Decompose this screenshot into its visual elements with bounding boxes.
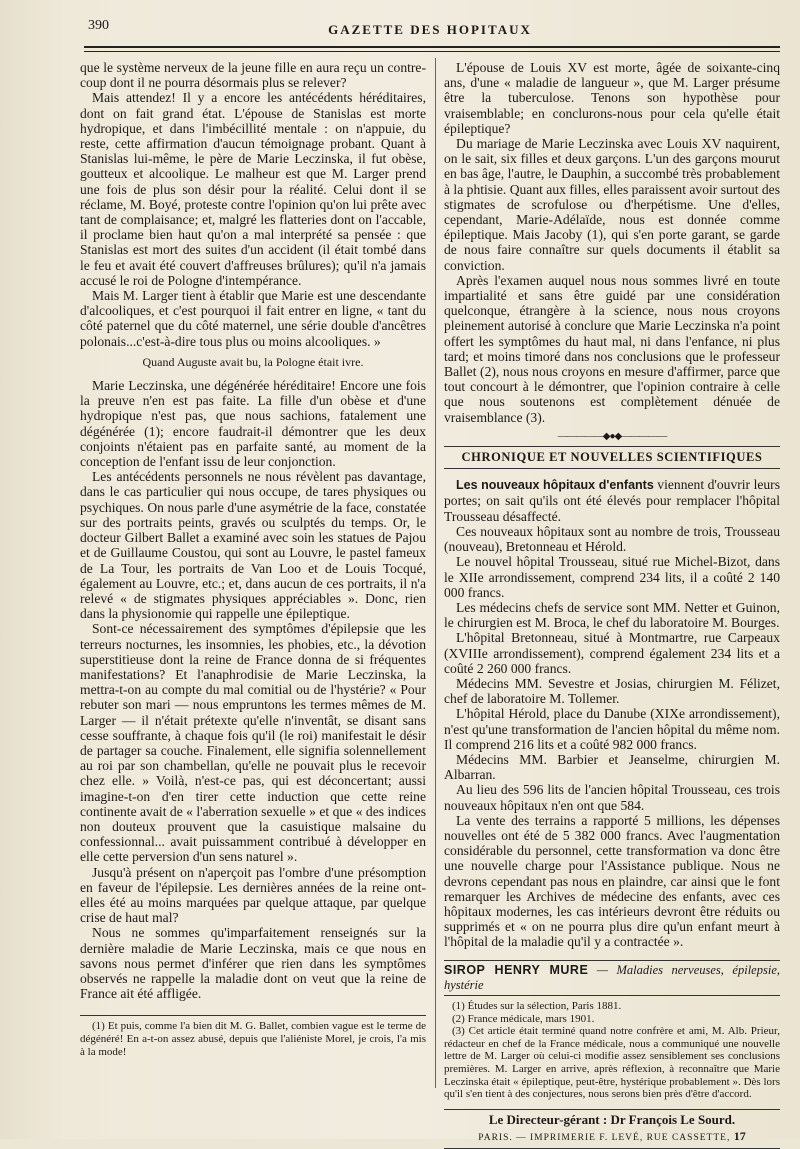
- paragraph: Du mariage de Marie Leczinska avec Louis XV naquirent, on le sait, six filles et deux garçons. L'un des garçons mourut en bas âge, l'autre, le Dauphin, a succombé très probablement à la phtisie. Quant aux filles, elles paraissent avoir surtout des stigmates de scrofulose ou d'herpétisme. Une d'elles, cependant, Marie-Adélaïde, nous est donnée comme épileptique. Mais Jacoby (1), qui s'en porte garant, se garde de nous faire connaître sur quels documents il établit sa conviction.: [444, 136, 780, 273]
- footnote-rule: [80, 1015, 426, 1016]
- page-header: [80, 12, 780, 52]
- ad-product-name: SIROP HENRY MURE: [444, 962, 589, 977]
- footnote: (1) Et puis, comme l'a bien dit M. G. Ballet, combien vague est le terme de dégénéré! En a-t-on assez abusé, depuis que l'aliéniste Morel, je crois, l'a mis à la mode!: [80, 1020, 426, 1058]
- paragraph: Mais M. Larger tient à établir que Marie est une descendante d'alcooliques, et c'est pourquoi il fait entrer en ligne, « tant du côté paternel que du côté maternel, une série double d'ancêtres polonais...c'est-à-dire tous plus ou moins alcooliques. »: [80, 288, 426, 349]
- column-divider: [435, 58, 436, 1088]
- imprint-number: 17: [733, 1128, 746, 1143]
- paragraph: que le système nerveux de la jeune fille en aura reçu un contre-coup dont il ne pourra désormais plus se relever?: [80, 60, 426, 91]
- footnote-1: (1) Études sur la sélection, Paris 1881.: [452, 999, 622, 1012]
- imprint-text: PARIS. — IMPRIMERIE F. LEVÉ, RUE CASSETTE,: [478, 1132, 731, 1143]
- journal-title: GAZETTE DES HOPITAUX: [328, 22, 532, 37]
- news-lead-rest: viennent d'ouvrir leurs portes; on sait qu'ils ont été élevés pour remplacer l'hôpital Trousseau désaffecté.: [444, 477, 780, 524]
- page-number: 390: [88, 18, 109, 33]
- left-column: [80, 60, 426, 1058]
- signature-line: Le Directeur-gérant : Dr François Le Sourd.: [444, 1109, 780, 1127]
- paragraph: Sont-ce nécessairement des symptômes d'épilepsie que les terreurs nocturnes, les insomnies, les phobies, etc., la dévotion superstitieuse dont la reine de France donna de si fréquentes manifestations? Et l'anaphrodisie de Marie Leczinska, la mettra-t-on au compte du mal comitial ou de l'hystérie? « Pour rebuter son mari — nous empruntons les termes mêmes de M. Larger — il n'était prétexte qu'elle n'inventât, se disant sans cesse souffrante, à chaque fois qu'il (le roi) manifestait le désir de partager sa couche. Finalement, elle signifia solennellement au roi par son chambellan, qu'elle ne pouvait plus le recevoir chez elle. » Voilà, n'est-ce pas, qui est déconcertant; aussi imagine-t-on d'en tirer cette induction que cette reine continente avait de « l'aberration sexuelle » et que « des indices non douteux prouvent que la casuistique malsaine du confessionnal... avait puissamment contribué à développer en elle cette perversion d'un sens naturel ».: [80, 621, 426, 865]
- paragraph: Après l'examen auquel nous nous sommes livré en toute impartialité et sans être guidé par une considération quelconque, étrangère à la science, nous nous croyons pleinement autorisé à conclure que Marie Leczinska n'a point offert les symptômes du haut mal, ni dans l'enfance, ni plus tard; et moins timoré dans nos conclusions que le professeur Ballet (2), nous nous croyons en mesure d'affirmer, parce que tout concourt à le démontrer, que l'opinion contraire à celle que nous soutenons est complètement dénuée de vraisemblance (3).: [444, 272, 780, 425]
- ornament-separator: ―――――◆●◆―――――: [557, 430, 667, 442]
- advertisement-line: [444, 960, 780, 996]
- news-paragraph: Le nouvel hôpital Trousseau, situé rue Michel-Bizot, dans le XIIe arrondissement, comprend 234 lits, il a coûté 2 140 000 francs.: [444, 554, 780, 600]
- news-lead: Les nouveaux hôpitaux d'enfants: [456, 478, 654, 493]
- news-paragraph: Ces nouveaux hôpitaux sont au nombre de trois, Trousseau (nouveau), Bretonneau et Hérold.: [444, 523, 780, 555]
- news-paragraph: L'hôpital Hérold, place du Danube (XIXe arrondissement), n'est qu'une transformation de l'ancien hôpital du même nom. Il comprend 216 lits et a coûté 982 000 francs.: [444, 706, 780, 752]
- section-title: CHRONIQUE ET NOUVELLES SCIENTIFIQUES: [444, 446, 780, 469]
- printer-imprint: [444, 1129, 780, 1146]
- header-rule-thin: [84, 51, 780, 52]
- paragraph: Nous ne sommes qu'imparfaitement renseignés sur la dernière maladie de Marie Leczinska, mais ce que nous en savons nous permet d'inférer que rien dans les symptômes observés ne rappelle la maladie dont on veut que la reine de France ait été affligée.: [80, 925, 426, 1002]
- paragraph: L'épouse de Louis XV est morte, âgée de soixante-cinq ans, d'une « maladie de langueur », que M. Larger présume être la tuberculose. Tenons son hypothèse pour vraisemblable; en conclurons-nous pour cela qu'elle était épileptique?: [444, 60, 780, 136]
- header-rule-thick: [84, 46, 780, 48]
- verse-quote: Quand Auguste avait bu, la Pologne était ivre.: [142, 354, 364, 369]
- news-paragraph: L'hôpital Bretonneau, situé à Montmartre, rue Carpeaux (XVIIIe arrondissement), comprend également 234 lits et a coûté 2 260 000 francs.: [444, 630, 780, 676]
- paragraph: Mais attendez! Il y a encore les antécédents héréditaires, dont on fait grand état. L'épouse de Stanislas est morte hydropique, et dans l'imbécillité mentale : on n'appuie, du reste, cette affirmation d'aucun témoignage probant. Quant à Stanislas lui-même, le père de Marie Leczinska, il fut obèse, goutteux et alcoolique. Le malheur est que M. Larger prend une fois de plus son désir pour la réalité. Celui dont il se réclame, M. Boyé, proteste contre l'opinion qu'on lui prête avec tant de complaisance; et, malgré les flatteries dont on l'accable, il proclame bien haut qu'on a mal interprété sa pensée : que Stanislas est mort des suites d'un accident (il était tombé dans le feu et avait été couvert d'affreuses brûlures); qu'il n'a jamais accusé le roi de Pologne d'intempérance.: [80, 90, 426, 288]
- footnote-2: (2) France médicale, mars 1901.: [452, 1012, 595, 1025]
- news-paragraph: La vente des terrains a rapporté 5 millions, les dépenses nouvelles ont été de 5 382 000 francs. Avec l'augmentation considérable du personnel, cette transformation va donc être une nouvelle charge pour l'Assistance publique. Nous ne devrons cependant pas nous en plaindre, car ainsi que le font remarquer les Archives de médecine des enfants, avec ces hôpitaux modernes, les cas intérieurs devront être réduits ou supprimés et « on ne pourra plus dire qu'un enfant meurt à l'hôpital de la maladie qu'il y a contractée ».: [444, 812, 780, 950]
- news-paragraph: Médecins MM. Barbier et Jeanselme, chirurgien M. Albarran.: [444, 751, 780, 783]
- ad-indications: — Maladies nerveuses, épilepsie, hystérie: [444, 962, 780, 992]
- news-paragraph: Médecins MM. Sevestre et Josias, chirurgien M. Félizet, chef de laboratoire M. Tollemer.: [444, 675, 780, 707]
- news-paragraph: [444, 477, 780, 524]
- news-paragraph: Au lieu des 596 lits de l'ancien hôpital Trousseau, ces trois nouveaux hôpitaux n'en ont que 584.: [444, 782, 780, 813]
- news-paragraph: Les médecins chefs de service sont MM. Netter et Guinon, le chirurgien est M. Broca, le chef du laboratoire M. Bourges.: [444, 599, 780, 631]
- paragraph: Les antécédents personnels ne nous révèlent pas davantage, dans le cas particulier qui nous occupe, de tares physiques ou psychiques. On nous parle d'une asymétrie de la face, constatée sur des portraits peints, gravés ou sculptés du temps. Or, le docteur Gilbert Ballet a examiné avec soin les statues de Pajou et de Guillaume Coustou, qui sont au Louvre, le pastel fameux de La Tour, les portraits de Van Loo et de Louis Tocqué, également au Louvre, etc.; et, dans aucun de ces portraits, il n'a relevé « de stigmates physiques appréciables ». Donc, rien dans la physionomie qui rappelle une épileptique.: [80, 469, 426, 622]
- paragraph: Jusqu'à présent on n'aperçoit pas l'ombre d'une présomption en faveur de l'épilepsie. Les dernières années de la reine ont-elles été au moins marquées par quelque attaque, par quelque crise de haut mal?: [80, 864, 426, 926]
- right-column: [444, 60, 780, 1149]
- footnote-3: (3) Cet article était terminé quand notre confrère et ami, M. Alb. Prieur, rédacteur en chef de la France médicale, nous a communiqué une nouvelle lettre de M. Larger où celui-ci modifie assez sensiblement ses conclusions premières. M. Larger en arrive, après réflexion, à reconnaître que Marie Leczinska était « épileptique, peut-être, hystérique probablement ». Dès lors qu'il s'en tient à des conjectures, nous serons bien près d'être d'accord.: [444, 1025, 780, 1101]
- paragraph: Marie Leczinska, une dégénérée héréditaire! Encore une fois la preuve n'en est pas faite. La fille d'un obèse et d'une hydropique n'est pas, que nous sachions, fatalement une dégénérée (1); encore faudrait-il démontrer que les deux conjoints n'étaient pas en parfaite santé, au moment de la conception de l'enfant issu de leur conjonction.: [80, 378, 426, 470]
